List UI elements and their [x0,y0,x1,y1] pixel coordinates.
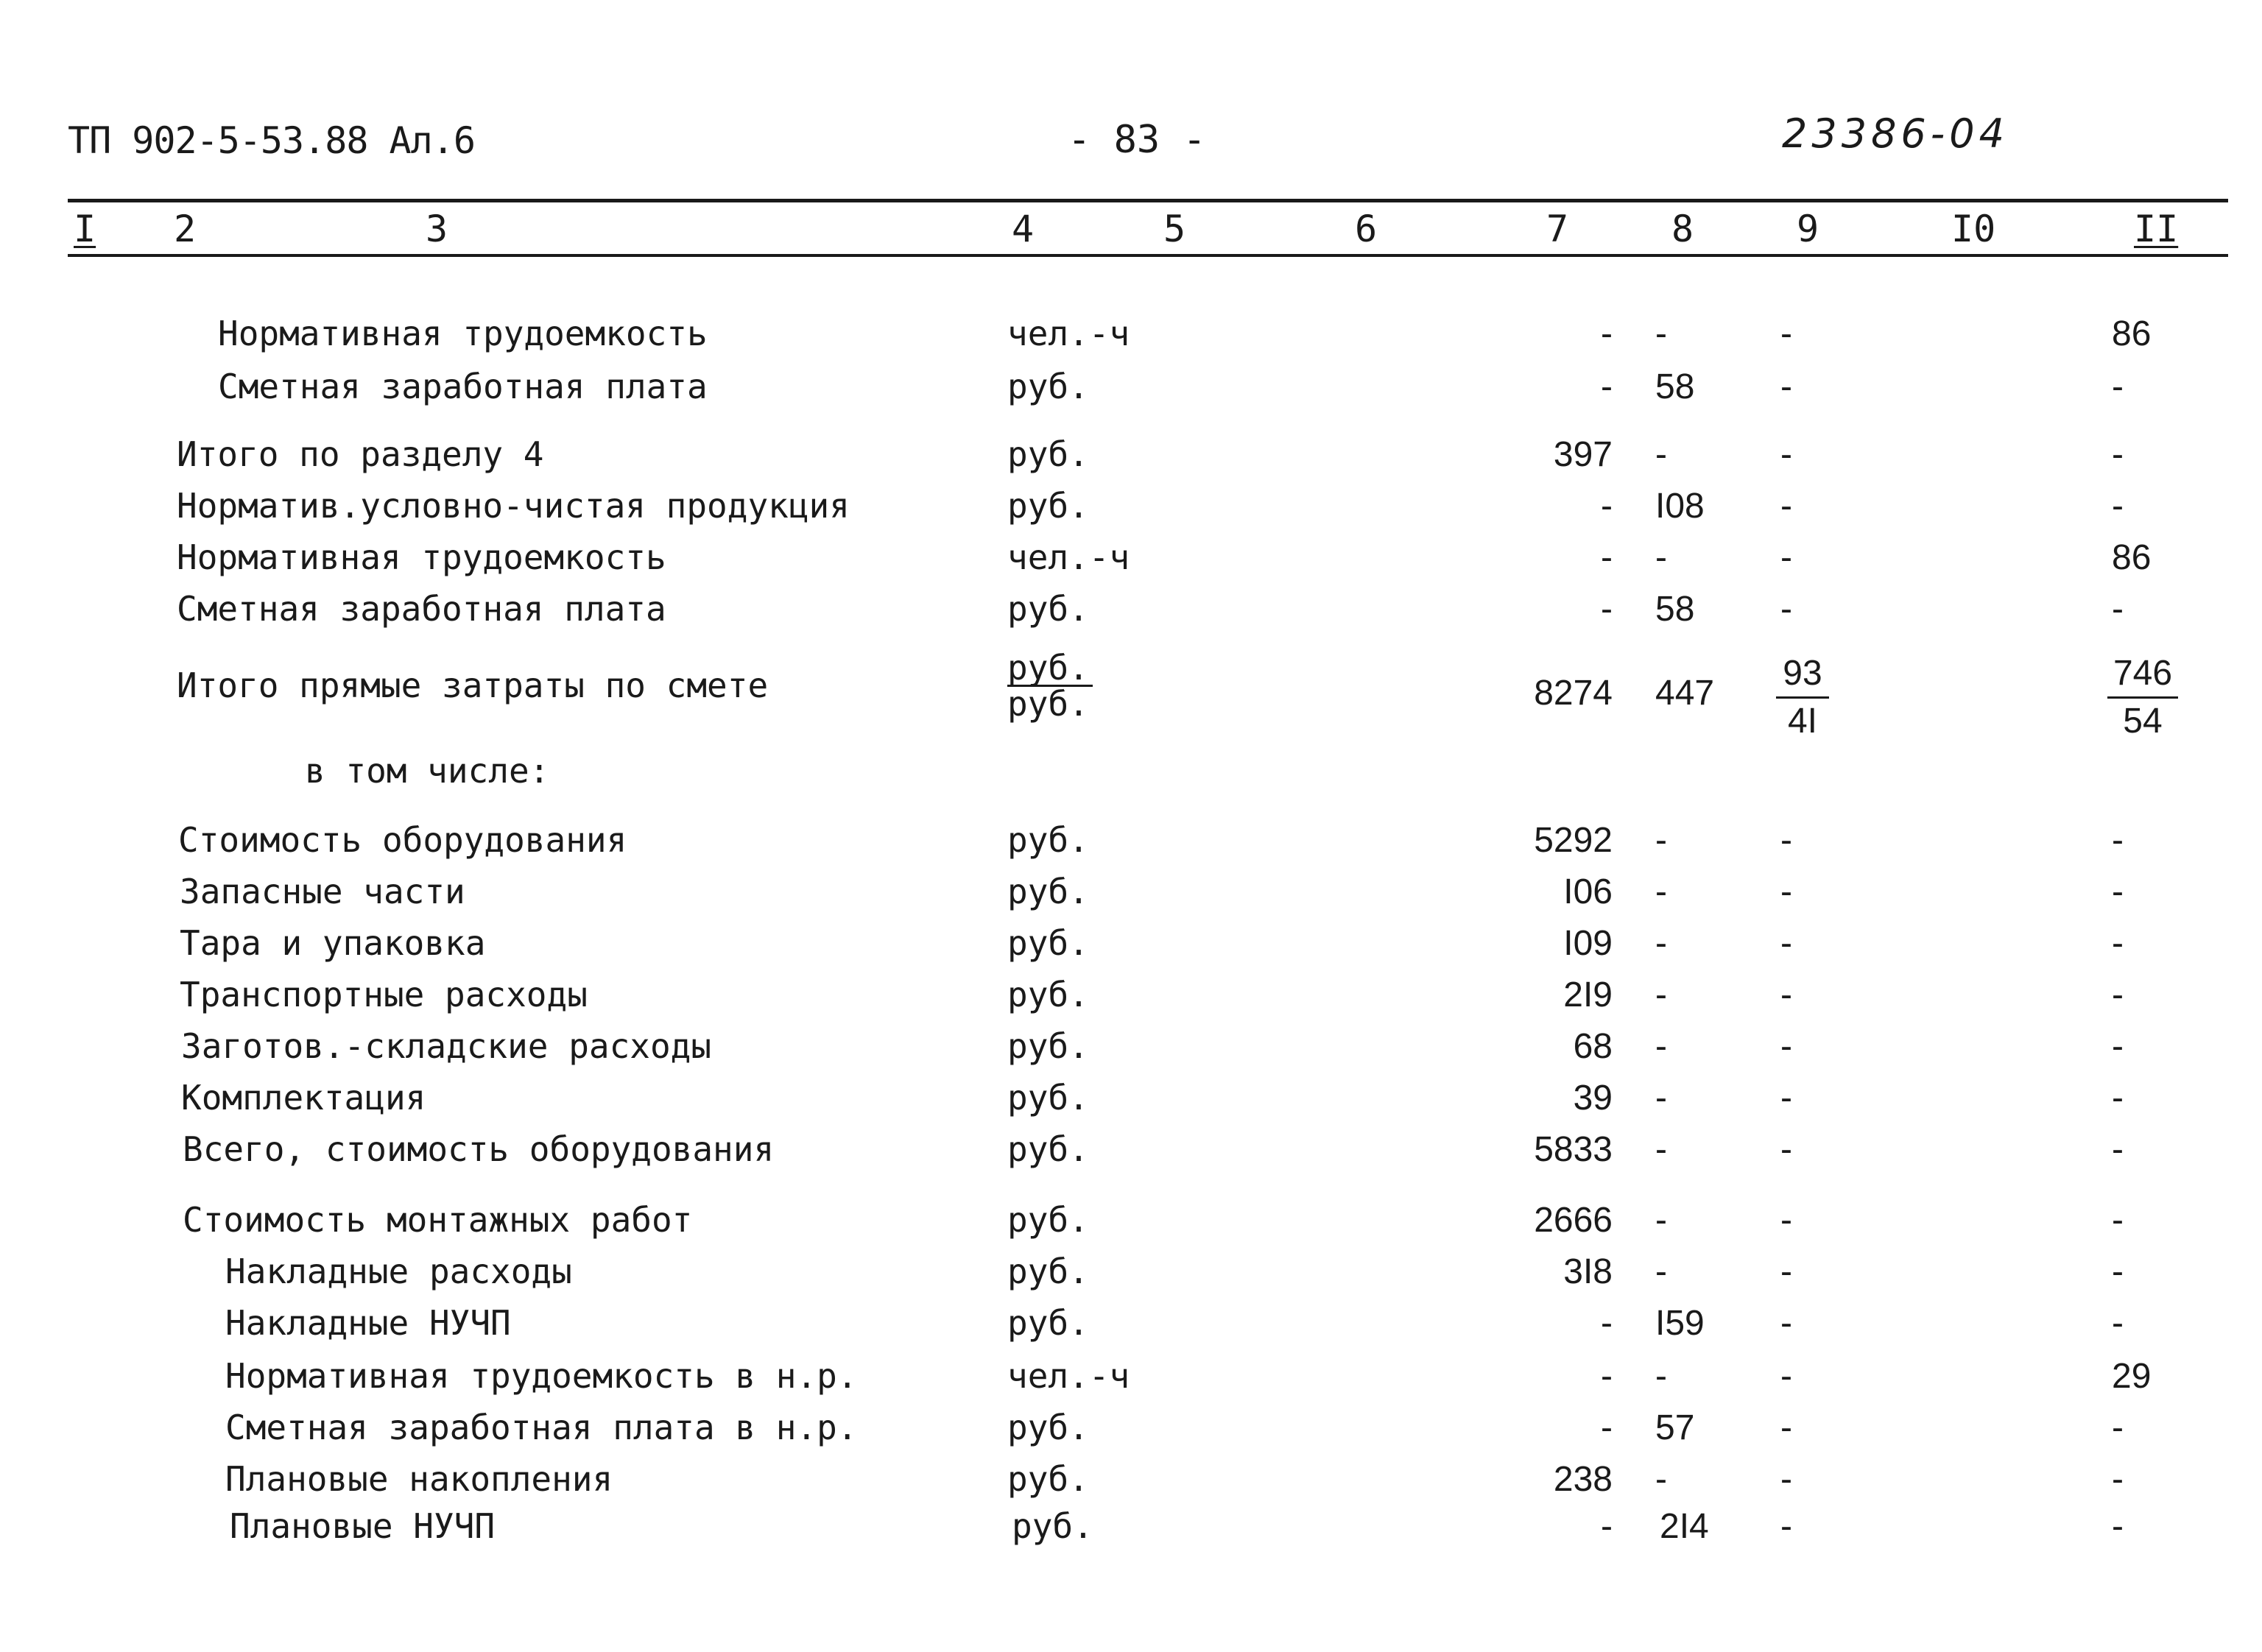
row-label: Итого прямые затраты по смете [177,666,769,705]
cell-col8: - [1655,538,1667,577]
cell-col9: - [1780,314,1792,353]
cell-col9: - [1780,487,1792,526]
cell-col9: - [1780,1357,1792,1396]
row-unit: руб. [1007,1303,1089,1343]
cell-col8: - [1655,872,1667,911]
cell-col7: 39 [1573,1079,1613,1118]
cell-col8: - [1655,975,1667,1014]
cell-col9-fraction [1776,651,1829,744]
column-number: 3 [426,208,448,250]
table-row [0,648,2262,741]
row-label: в том числе: [305,751,550,791]
cell-col7: 397 [1553,435,1613,474]
row-unit: руб. [1007,923,1089,963]
row-label: Плановые накопления [225,1459,613,1499]
cell-col8: - [1655,1460,1667,1499]
row-unit: руб. [1007,1026,1089,1066]
cell-col8: I59 [1655,1304,1705,1343]
cell-col11: - [2112,1460,2124,1499]
cell-col7: - [1601,1357,1613,1396]
row-unit: руб. [1007,367,1089,406]
cell-col9: - [1780,1252,1792,1291]
table-row [0,1408,2262,1452]
cell-col11: - [2112,435,2124,474]
row-label: Стоимость оборудования [178,820,627,860]
column-number: I [74,208,96,250]
row-unit: руб. [1007,820,1089,860]
cell-col8: - [1655,1079,1667,1118]
row-unit: руб. [1007,1459,1089,1499]
row-unit: чел.-ч [1007,1356,1130,1396]
cell-col9: - [1780,590,1792,629]
cell-col8: - [1655,1252,1667,1291]
cell-col11-fraction [2107,651,2178,744]
cell-col11: - [2112,1408,2124,1447]
cell-col8: 58 [1655,367,1695,406]
column-number: 8 [1671,208,1694,250]
row-unit: руб. [1007,872,1089,911]
cell-col8: - [1655,314,1667,353]
cell-col7: - [1601,590,1613,629]
row-label: Накладные расходы [225,1252,572,1291]
table-row [0,486,2262,530]
row-unit: руб. [1007,486,1089,526]
row-label: Стоимость монтажных работ [183,1200,693,1240]
table-row [0,537,2262,582]
cell-col9: - [1780,367,1792,406]
row-label: Сметная заработная плата в н.р. [225,1408,858,1447]
cell-col7: I09 [1563,924,1613,963]
cell-col9: - [1780,435,1792,474]
column-number: I0 [1951,208,1996,250]
cell-col11: - [2112,872,2124,911]
cell-col9: - [1780,872,1792,911]
cell-col7: - [1601,1408,1613,1447]
row-label: Заготов.-складские расходы [181,1026,712,1066]
cell-col9: - [1780,1460,1792,1499]
cell-col11: - [2112,1507,2124,1546]
cell-col9: - [1780,975,1792,1014]
cell-col7: - [1601,314,1613,353]
row-unit: чел.-ч [1007,314,1130,353]
column-number: 7 [1546,208,1569,250]
table-row [0,975,2262,1019]
row-label: Всего, стоимость оборудования [183,1129,775,1169]
row-label: Плановые НУЧП [230,1506,496,1546]
row-label: Запасные части [180,872,465,911]
row-unit: руб. [1007,1129,1089,1169]
row-unit: руб. [1007,1200,1089,1240]
table-row [0,1506,2262,1550]
cell-col11: - [2112,1130,2124,1169]
row-label: Нормативная трудоемкость в н.р. [225,1356,858,1396]
row-unit: руб. [1007,589,1089,629]
cell-col9: - [1780,1304,1792,1343]
cell-col11: - [2112,1201,2124,1240]
row-label: Норматив.условно-чистая продукция [177,486,850,526]
table-row [0,1026,2262,1070]
unit-denominator: руб. [1007,684,1089,724]
table-row [0,589,2262,633]
row-unit: руб. [1012,1506,1093,1546]
row-unit: чел.-ч [1007,537,1130,577]
col11-denominator: 54 [2123,702,2163,741]
table-row [0,751,2262,795]
cell-col11: - [2112,924,2124,963]
cell-col8: 58 [1655,590,1695,629]
table-row [0,1459,2262,1503]
row-label: Сметная заработная плата [177,589,666,629]
cell-col9: - [1780,538,1792,577]
cell-col7: 68 [1573,1027,1613,1066]
column-number: 6 [1355,208,1378,250]
table-row [0,1200,2262,1244]
row-label: Итого по разделу 4 [177,434,544,474]
inventory-number: 23386-04 [1782,110,2009,157]
row-label: Сметная заработная плата [218,367,708,406]
column-number: 9 [1797,208,1819,250]
table-row [0,1356,2262,1400]
cell-col8: 57 [1655,1408,1695,1447]
cell-col8: - [1655,924,1667,963]
row-label: Нормативная трудоемкость [177,537,666,577]
cell-col7: 2666 [1534,1201,1613,1240]
column-number: 4 [1012,208,1035,250]
cell-col11: - [2112,487,2124,526]
cell-col9: - [1780,1027,1792,1066]
cell-col11: 29 [2112,1357,2152,1396]
cell-col7: 5833 [1534,1130,1613,1169]
cell-col11: - [2112,1304,2124,1343]
cell-col7: I06 [1563,872,1613,911]
row-label: Транспортные расходы [180,975,588,1014]
cell-col11: - [2112,821,2124,860]
row-unit: руб. [1007,975,1089,1014]
cell-col7: - [1601,367,1613,406]
row-unit: руб. [1007,1252,1089,1291]
col9-denominator: 4I [1787,702,1818,741]
cell-col8: - [1655,435,1667,474]
cell-col7: 8274 [1534,674,1613,713]
row-unit-fraction [1007,648,1093,724]
column-number: 5 [1163,208,1186,250]
cell-col11: 86 [2112,538,2152,577]
cell-col9: - [1780,1408,1792,1447]
table-row [0,1252,2262,1296]
cell-col11: - [2112,975,2124,1014]
row-label: Комплектация [181,1078,426,1118]
cell-col8: - [1655,1201,1667,1240]
row-unit: руб. [1007,1408,1089,1447]
cell-col7: - [1601,487,1613,526]
table-row [0,434,2262,479]
cell-col7: 2I9 [1563,975,1613,1014]
col11-numerator: 746 [2107,651,2178,699]
unit-numerator: руб. [1007,651,1093,687]
cell-col9: - [1780,924,1792,963]
document-code: ТП 902-5-53.88 Ал.6 [68,119,475,162]
cell-col11: - [2112,1079,2124,1118]
row-label: Нормативная трудоемкость [218,314,708,353]
table-row [0,314,2262,358]
page-number: - 83 - [1068,118,1206,162]
table-row [0,1303,2262,1347]
column-number: 2 [174,208,197,250]
cell-col11: 86 [2112,314,2152,353]
cell-col8: - [1655,1027,1667,1066]
cell-col9: - [1780,821,1792,860]
cell-col7: - [1601,538,1613,577]
cell-col9: - [1780,1079,1792,1118]
cell-col8: - [1655,1130,1667,1169]
cell-col9: - [1780,1507,1792,1546]
cell-col11: - [2112,590,2124,629]
row-label: Тара и упаковка [180,923,486,963]
table-row [0,1078,2262,1122]
column-number: II [2134,208,2179,250]
cell-col11: - [2112,1252,2124,1291]
cell-col11: - [2112,1027,2124,1066]
row-unit: руб. [1007,434,1089,474]
table-row [0,820,2262,864]
table-row [0,872,2262,916]
cell-col8: 447 [1655,674,1715,713]
cell-col7: - [1601,1304,1613,1343]
table-row [0,367,2262,411]
cell-col8: I08 [1655,487,1705,526]
table-row [0,1129,2262,1173]
cell-col8: - [1655,821,1667,860]
cell-col9: - [1780,1201,1792,1240]
cell-col8: - [1655,1357,1667,1396]
col9-numerator: 93 [1776,651,1829,699]
cell-col7: 3I8 [1563,1252,1613,1291]
cell-col9: - [1780,1130,1792,1169]
cell-col8: 2I4 [1660,1507,1709,1546]
row-label: Накладные НУЧП [225,1303,511,1343]
table-row [0,923,2262,967]
cell-col11: - [2112,367,2124,406]
row-unit: руб. [1007,1078,1089,1118]
cell-col7: 5292 [1534,821,1613,860]
cell-col7: 238 [1553,1460,1613,1499]
cell-col7: - [1601,1507,1613,1546]
